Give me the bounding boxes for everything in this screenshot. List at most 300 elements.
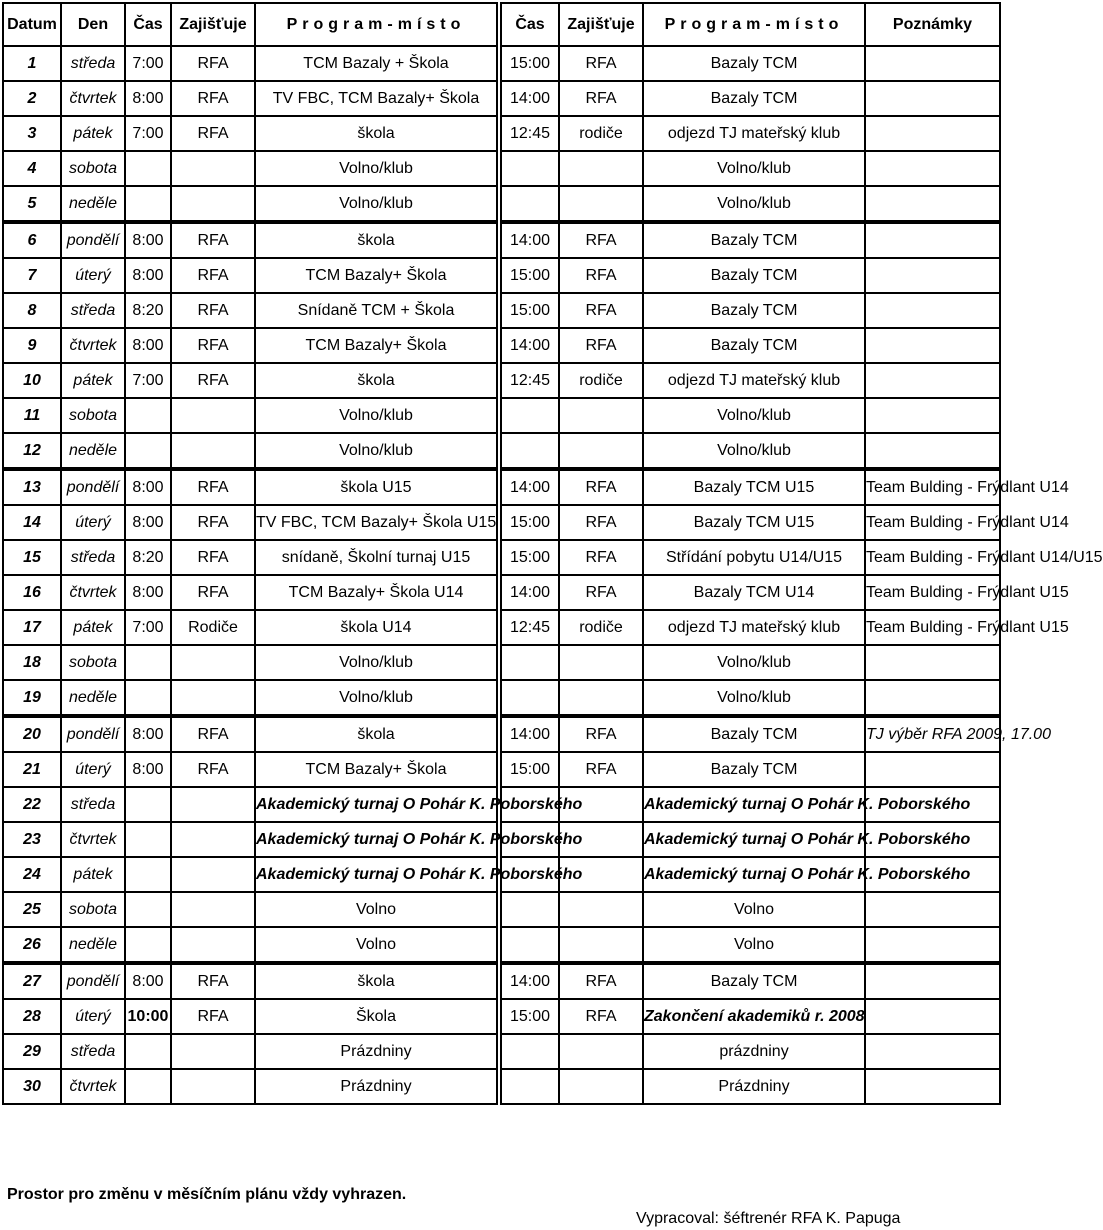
cell-program-afternoon: Bazaly TCM U14 (643, 575, 865, 610)
cell-program-morning: TCM Bazaly + Škola (255, 46, 499, 81)
cell-den: sobota (61, 892, 125, 927)
cell-zajistuje-afternoon (559, 680, 643, 716)
cell-datum: 26 (3, 927, 61, 963)
cell-program-morning: škola (255, 963, 499, 999)
cell-program-afternoon: Akademický turnaj O Pohár K. Poborského (643, 857, 865, 892)
cell-datum: 21 (3, 752, 61, 787)
cell-cas-morning (125, 680, 171, 716)
cell-zajistuje-afternoon: RFA (559, 328, 643, 363)
cell-program-afternoon: Bazaly TCM (643, 716, 865, 752)
cell-cas-afternoon: 15:00 (499, 999, 559, 1034)
cell-cas-afternoon: 14:00 (499, 963, 559, 999)
cell-zajistuje-morning (171, 822, 255, 857)
cell-zajistuje-morning: RFA (171, 716, 255, 752)
cell-den: středa (61, 1034, 125, 1069)
cell-datum: 15 (3, 540, 61, 575)
cell-poznamky (865, 892, 1000, 927)
cell-den: pondělí (61, 469, 125, 505)
cell-zajistuje-morning (171, 787, 255, 822)
cell-datum: 5 (3, 186, 61, 222)
cell-cas-afternoon: 14:00 (499, 222, 559, 258)
cell-cas-morning: 10:00 (125, 999, 171, 1034)
cell-datum: 30 (3, 1069, 61, 1104)
cell-cas-afternoon: 15:00 (499, 258, 559, 293)
cell-den: čtvrtek (61, 81, 125, 116)
cell-zajistuje-morning: RFA (171, 752, 255, 787)
cell-zajistuje-afternoon (559, 151, 643, 186)
cell-zajistuje-morning (171, 433, 255, 469)
cell-datum: 29 (3, 1034, 61, 1069)
cell-program-afternoon: Volno (643, 892, 865, 927)
cell-cas-morning (125, 433, 171, 469)
cell-zajistuje-morning: RFA (171, 46, 255, 81)
cell-program-afternoon: Bazaly TCM (643, 258, 865, 293)
cell-zajistuje-afternoon (559, 398, 643, 433)
cell-poznamky (865, 222, 1000, 258)
cell-cas-afternoon: 12:45 (499, 116, 559, 151)
cell-program-afternoon: Bazaly TCM (643, 222, 865, 258)
table-row (3, 822, 1000, 857)
cell-datum: 22 (3, 787, 61, 822)
cell-zajistuje-morning (171, 398, 255, 433)
header-cas-afternoon: Čas (499, 3, 559, 46)
cell-datum: 18 (3, 645, 61, 680)
cell-datum: 11 (3, 398, 61, 433)
table-row (3, 540, 1000, 575)
cell-cas-afternoon (499, 892, 559, 927)
cell-program-afternoon: Volno/klub (643, 680, 865, 716)
cell-poznamky (865, 398, 1000, 433)
table-row (3, 892, 1000, 927)
cell-den: úterý (61, 999, 125, 1034)
cell-zajistuje-afternoon: RFA (559, 81, 643, 116)
cell-zajistuje-morning (171, 186, 255, 222)
cell-program-afternoon: Volno/klub (643, 398, 865, 433)
cell-program-afternoon: Volno (643, 927, 865, 963)
cell-program-morning: TV FBC, TCM Bazaly+ Škola U15 (255, 505, 499, 540)
cell-program-morning: škola (255, 222, 499, 258)
cell-den: pondělí (61, 716, 125, 752)
cell-zajistuje-afternoon: rodiče (559, 610, 643, 645)
table-row (3, 575, 1000, 610)
cell-zajistuje-morning: RFA (171, 222, 255, 258)
cell-zajistuje-afternoon (559, 186, 643, 222)
cell-cas-morning: 8:00 (125, 81, 171, 116)
cell-zajistuje-afternoon: RFA (559, 540, 643, 575)
cell-program-morning: Snídaně TCM + Škola (255, 293, 499, 328)
cell-program-morning: Volno (255, 892, 499, 927)
cell-den: neděle (61, 186, 125, 222)
cell-zajistuje-afternoon (559, 892, 643, 927)
cell-datum: 17 (3, 610, 61, 645)
cell-cas-afternoon (499, 927, 559, 963)
cell-program-afternoon: Volno/klub (643, 151, 865, 186)
cell-den: neděle (61, 927, 125, 963)
cell-cas-afternoon (499, 680, 559, 716)
cell-cas-morning: 7:00 (125, 116, 171, 151)
cell-datum: 14 (3, 505, 61, 540)
cell-zajistuje-morning: RFA (171, 81, 255, 116)
cell-cas-morning: 7:00 (125, 363, 171, 398)
cell-cas-afternoon: 15:00 (499, 505, 559, 540)
cell-zajistuje-morning (171, 857, 255, 892)
cell-cas-afternoon: 14:00 (499, 575, 559, 610)
cell-den: středa (61, 540, 125, 575)
cell-program-morning: Akademický turnaj O Pohár K. Poborského (255, 857, 499, 892)
cell-program-morning: škola (255, 716, 499, 752)
cell-program-morning: Volno/klub (255, 645, 499, 680)
cell-poznamky: Team Bulding - Frýdlant U15 (865, 575, 1000, 610)
table-row (3, 645, 1000, 680)
cell-datum: 2 (3, 81, 61, 116)
cell-zajistuje-afternoon: rodiče (559, 363, 643, 398)
header-row (3, 3, 1000, 46)
schedule-table (2, 2, 1103, 1105)
cell-program-afternoon: Bazaly TCM U15 (643, 469, 865, 505)
header-zajistuje-afternoon: Zajišťuje (559, 3, 643, 46)
cell-zajistuje-morning: Rodiče (171, 610, 255, 645)
cell-program-afternoon: Bazaly TCM (643, 46, 865, 81)
cell-poznamky (865, 293, 1000, 328)
cell-zajistuje-afternoon (559, 1034, 643, 1069)
cell-program-morning: Akademický turnaj O Pohár K. Poborského (255, 822, 499, 857)
cell-program-afternoon: Bazaly TCM (643, 752, 865, 787)
cell-cas-morning (125, 151, 171, 186)
cell-zajistuje-morning: RFA (171, 540, 255, 575)
cell-datum: 27 (3, 963, 61, 999)
cell-cas-morning (125, 645, 171, 680)
cell-den: úterý (61, 258, 125, 293)
cell-poznamky (865, 363, 1000, 398)
cell-program-afternoon: odjezd TJ mateřský klub (643, 363, 865, 398)
cell-den: středa (61, 787, 125, 822)
cell-cas-morning: 8:00 (125, 963, 171, 999)
table-row (3, 81, 1000, 116)
cell-cas-afternoon (499, 1034, 559, 1069)
cell-poznamky (865, 999, 1000, 1034)
cell-cas-morning (125, 186, 171, 222)
cell-zajistuje-morning (171, 645, 255, 680)
cell-poznamky (865, 1034, 1000, 1069)
cell-zajistuje-afternoon (559, 1069, 643, 1104)
cell-cas-morning: 8:00 (125, 328, 171, 363)
cell-program-morning: Volno/klub (255, 398, 499, 433)
cell-program-afternoon: Střídání pobytu U14/U15 (643, 540, 865, 575)
cell-program-afternoon: Volno/klub (643, 433, 865, 469)
cell-datum: 13 (3, 469, 61, 505)
cell-den: úterý (61, 505, 125, 540)
cell-program-morning: TCM Bazaly+ Škola U14 (255, 575, 499, 610)
cell-program-afternoon: Bazaly TCM (643, 81, 865, 116)
cell-cas-afternoon (499, 1069, 559, 1104)
cell-zajistuje-morning: RFA (171, 363, 255, 398)
cell-datum: 6 (3, 222, 61, 258)
cell-den: sobota (61, 645, 125, 680)
cell-zajistuje-morning: RFA (171, 963, 255, 999)
cell-den: pondělí (61, 222, 125, 258)
cell-cas-morning (125, 822, 171, 857)
cell-den: pátek (61, 363, 125, 398)
table-row (3, 116, 1000, 151)
table-row (3, 46, 1000, 81)
cell-datum: 10 (3, 363, 61, 398)
cell-cas-morning (125, 857, 171, 892)
cell-zajistuje-afternoon: RFA (559, 258, 643, 293)
cell-program-afternoon: Akademický turnaj O Pohár K. Poborského (643, 822, 865, 857)
cell-zajistuje-afternoon (559, 433, 643, 469)
cell-cas-afternoon: 15:00 (499, 46, 559, 81)
header-program-afternoon: Program-místo (643, 3, 865, 46)
table-row (3, 927, 1000, 963)
header-program-morning: Program-místo (255, 3, 499, 46)
cell-program-morning: Akademický turnaj O Pohár K. Poborského (255, 787, 499, 822)
table-row (3, 186, 1000, 222)
cell-den: pondělí (61, 963, 125, 999)
cell-program-afternoon: Akademický turnaj O Pohár K. Poborského (643, 787, 865, 822)
cell-program-afternoon: Bazaly TCM (643, 328, 865, 363)
cell-zajistuje-morning: RFA (171, 999, 255, 1034)
cell-den: čtvrtek (61, 328, 125, 363)
cell-zajistuje-morning (171, 680, 255, 716)
cell-datum: 1 (3, 46, 61, 81)
table-row (3, 469, 1000, 505)
table-row (3, 363, 1000, 398)
cell-zajistuje-morning (171, 1034, 255, 1069)
cell-poznamky (865, 258, 1000, 293)
table-row (3, 680, 1000, 716)
cell-program-afternoon: Bazaly TCM U15 (643, 505, 865, 540)
cell-program-morning: Volno/klub (255, 151, 499, 186)
cell-zajistuje-morning: RFA (171, 328, 255, 363)
cell-cas-afternoon: 15:00 (499, 293, 559, 328)
cell-zajistuje-afternoon (559, 927, 643, 963)
table-row (3, 716, 1000, 752)
cell-cas-morning: 8:20 (125, 293, 171, 328)
cell-cas-afternoon: 15:00 (499, 752, 559, 787)
cell-cas-morning (125, 892, 171, 927)
cell-poznamky: Team Bulding - Frýdlant U14 (865, 505, 1000, 540)
cell-cas-afternoon (499, 186, 559, 222)
cell-program-morning: škola (255, 116, 499, 151)
cell-zajistuje-afternoon (559, 645, 643, 680)
cell-program-afternoon: odjezd TJ mateřský klub (643, 610, 865, 645)
cell-zajistuje-morning: RFA (171, 116, 255, 151)
cell-poznamky (865, 752, 1000, 787)
cell-zajistuje-morning: RFA (171, 293, 255, 328)
cell-cas-morning: 8:00 (125, 469, 171, 505)
cell-cas-morning: 8:00 (125, 258, 171, 293)
cell-den: čtvrtek (61, 822, 125, 857)
cell-program-morning: škola U15 (255, 469, 499, 505)
cell-poznamky (865, 151, 1000, 186)
cell-cas-morning: 8:00 (125, 222, 171, 258)
table-row (3, 433, 1000, 469)
cell-program-afternoon: odjezd TJ mateřský klub (643, 116, 865, 151)
cell-zajistuje-morning (171, 927, 255, 963)
cell-cas-afternoon: 12:45 (499, 610, 559, 645)
cell-cas-morning: 8:20 (125, 540, 171, 575)
cell-program-afternoon: Prázdniny (643, 1069, 865, 1104)
footer-note: Prostor pro změnu v měsíčním plánu vždy vyhrazen. (7, 1186, 407, 1203)
table-row (3, 999, 1000, 1034)
cell-poznamky: Team Bulding - Frýdlant U14/U15 (865, 540, 1000, 575)
cell-cas-afternoon (499, 398, 559, 433)
cell-datum: 12 (3, 433, 61, 469)
table-row (3, 328, 1000, 363)
header-cas-morning: Čas (125, 3, 171, 46)
header-datum: Datum (3, 3, 61, 46)
cell-datum: 23 (3, 822, 61, 857)
cell-poznamky (865, 963, 1000, 999)
cell-zajistuje-afternoon: RFA (559, 293, 643, 328)
footer-author: Vypracoval: šéftrenér RFA K. Papuga (636, 1210, 901, 1227)
table-row (3, 857, 1000, 892)
cell-poznamky: Team Bulding - Frýdlant U15 (865, 610, 1000, 645)
cell-program-afternoon: Bazaly TCM (643, 963, 865, 999)
cell-cas-afternoon: 14:00 (499, 469, 559, 505)
cell-program-afternoon: Volno/klub (643, 645, 865, 680)
cell-datum: 28 (3, 999, 61, 1034)
cell-program-morning: TV FBC, TCM Bazaly+ Škola (255, 81, 499, 116)
cell-den: sobota (61, 398, 125, 433)
cell-cas-morning (125, 787, 171, 822)
cell-cas-morning: 7:00 (125, 610, 171, 645)
table-row (3, 752, 1000, 787)
cell-zajistuje-morning (171, 151, 255, 186)
table-row (3, 151, 1000, 186)
cell-zajistuje-afternoon: RFA (559, 963, 643, 999)
cell-zajistuje-afternoon: RFA (559, 222, 643, 258)
cell-zajistuje-afternoon: RFA (559, 469, 643, 505)
cell-poznamky (865, 433, 1000, 469)
cell-cas-morning (125, 1069, 171, 1104)
cell-program-morning: TCM Bazaly+ Škola (255, 258, 499, 293)
cell-poznamky (865, 116, 1000, 151)
cell-zajistuje-morning: RFA (171, 258, 255, 293)
cell-zajistuje-afternoon: RFA (559, 505, 643, 540)
table-row (3, 222, 1000, 258)
table-row (3, 1034, 1000, 1069)
cell-program-afternoon: Bazaly TCM (643, 293, 865, 328)
header-den: Den (61, 3, 125, 46)
cell-poznamky (865, 927, 1000, 963)
cell-zajistuje-morning (171, 892, 255, 927)
cell-zajistuje-morning: RFA (171, 469, 255, 505)
cell-program-morning: Volno/klub (255, 433, 499, 469)
cell-cas-morning (125, 1034, 171, 1069)
cell-program-morning: Volno (255, 927, 499, 963)
table-row (3, 398, 1000, 433)
cell-poznamky (865, 81, 1000, 116)
header-zajistuje-morning: Zajišťuje (171, 3, 255, 46)
cell-cas-afternoon: 14:00 (499, 328, 559, 363)
cell-poznamky (865, 328, 1000, 363)
table-row (3, 258, 1000, 293)
cell-poznamky (865, 1069, 1000, 1104)
table-row (3, 963, 1000, 999)
cell-poznamky (865, 645, 1000, 680)
table-row (3, 293, 1000, 328)
cell-program-morning: Volno/klub (255, 186, 499, 222)
cell-den: sobota (61, 151, 125, 186)
cell-zajistuje-afternoon: RFA (559, 752, 643, 787)
cell-program-morning: Volno/klub (255, 680, 499, 716)
cell-den: čtvrtek (61, 575, 125, 610)
cell-poznamky (865, 46, 1000, 81)
cell-poznamky (865, 186, 1000, 222)
cell-datum: 8 (3, 293, 61, 328)
cell-zajistuje-morning: RFA (171, 575, 255, 610)
cell-datum: 20 (3, 716, 61, 752)
cell-zajistuje-morning: RFA (171, 505, 255, 540)
cell-poznamky: TJ výběr RFA 2009, 17.00 (865, 716, 1000, 752)
cell-den: neděle (61, 433, 125, 469)
cell-den: středa (61, 46, 125, 81)
cell-datum: 25 (3, 892, 61, 927)
cell-program-morning: škola (255, 363, 499, 398)
cell-program-morning: TCM Bazaly+ Škola (255, 752, 499, 787)
cell-cas-afternoon (499, 433, 559, 469)
cell-cas-morning: 8:00 (125, 716, 171, 752)
cell-cas-afternoon: 15:00 (499, 540, 559, 575)
cell-cas-morning (125, 398, 171, 433)
cell-den: úterý (61, 752, 125, 787)
cell-program-afternoon: prázdniny (643, 1034, 865, 1069)
cell-zajistuje-afternoon: rodiče (559, 116, 643, 151)
cell-cas-morning: 8:00 (125, 505, 171, 540)
table-row (3, 787, 1000, 822)
cell-zajistuje-afternoon: RFA (559, 575, 643, 610)
cell-cas-morning: 8:00 (125, 575, 171, 610)
cell-poznamky: Team Bulding - Frýdlant U14 (865, 469, 1000, 505)
cell-cas-afternoon (499, 151, 559, 186)
cell-den: čtvrtek (61, 1069, 125, 1104)
cell-den: pátek (61, 610, 125, 645)
cell-program-morning: Prázdniny (255, 1034, 499, 1069)
cell-datum: 16 (3, 575, 61, 610)
cell-datum: 3 (3, 116, 61, 151)
cell-program-afternoon: Zakončení akademiků r. 2008 (643, 999, 865, 1034)
cell-cas-afternoon: 14:00 (499, 81, 559, 116)
cell-poznamky (865, 680, 1000, 716)
cell-cas-morning: 7:00 (125, 46, 171, 81)
cell-program-morning: TCM Bazaly+ Škola (255, 328, 499, 363)
cell-datum: 24 (3, 857, 61, 892)
cell-cas-afternoon: 14:00 (499, 716, 559, 752)
cell-den: pátek (61, 857, 125, 892)
cell-program-afternoon: Volno/klub (643, 186, 865, 222)
cell-den: středa (61, 293, 125, 328)
cell-program-morning: škola U14 (255, 610, 499, 645)
cell-den: neděle (61, 680, 125, 716)
cell-datum: 9 (3, 328, 61, 363)
cell-program-morning: Prázdniny (255, 1069, 499, 1104)
table-row (3, 610, 1000, 645)
cell-den: pátek (61, 116, 125, 151)
cell-program-morning: snídaně, Školní turnaj U15 (255, 540, 499, 575)
cell-zajistuje-afternoon: RFA (559, 999, 643, 1034)
header-poznamky: Poznámky (865, 3, 1000, 46)
table-row (3, 1069, 1000, 1104)
cell-zajistuje-afternoon: RFA (559, 46, 643, 81)
cell-program-morning: Škola (255, 999, 499, 1034)
cell-datum: 19 (3, 680, 61, 716)
cell-zajistuje-afternoon: RFA (559, 716, 643, 752)
cell-datum: 4 (3, 151, 61, 186)
cell-cas-morning: 8:00 (125, 752, 171, 787)
cell-zajistuje-morning (171, 1069, 255, 1104)
cell-cas-morning (125, 927, 171, 963)
